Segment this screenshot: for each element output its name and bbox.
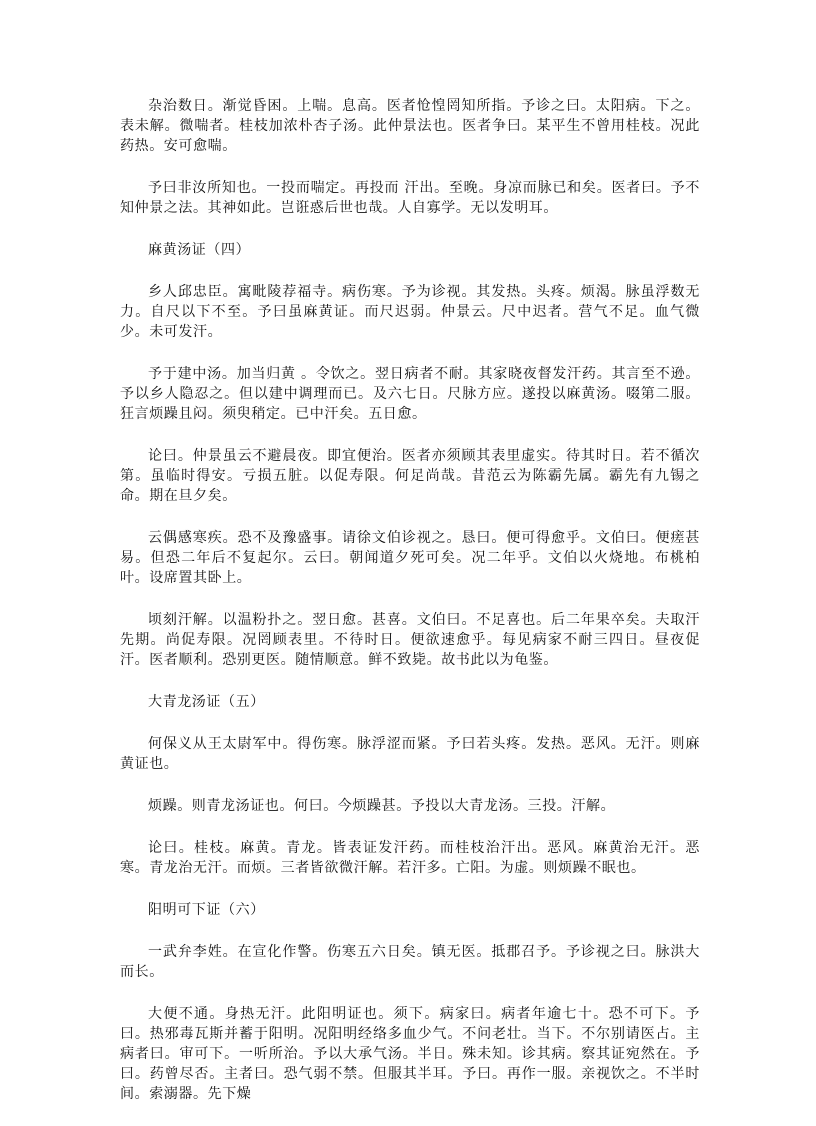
paragraph: 予于建中汤。加当归黄 。令饮之。翌日病者不耐。其家晓夜督发汗药。其言至不逊。予以乡人隐忍之。但以建中调理而已。及六七日。尺脉方应。遂投以麻黄汤。啜第二服。狂言烦躁且闷。须臾稍定。已中汗矣。五日愈。 — [120, 366, 700, 422]
paragraph: 乡人邱忠臣。寓毗陵荐福寺。病伤寒。予为诊视。其发热。头疼。烦渴。脉虽浮数无力。自尺以下不至。予曰虽麻黄证。而尺迟弱。仲景云。尺中迟者。营气不足。血气微少。未可发汗。 — [120, 284, 700, 340]
section-heading: 阳明可下证（六） — [148, 902, 265, 918]
paragraph: 大便不通。身热无汗。此阳明证也。须下。病家曰。病者年逾七十。恐不可下。予曰。热邪毒瓦斯并蓄于阳明。况阳明经络多血少气。不问老壮。当下。不尔别请医占。主病者曰。审可下。一听所治。予以大承气汤。半日。殊未知。诊其病。察其证宛然在。予曰。药曾尽否。主者曰。恐气弱不禁。但服其半耳。予曰。再作一服。亲视饮之。不半时间。索溺器。先下燥 — [120, 1006, 700, 1102]
paragraph: 一武弁李姓。在宣化作警。伤寒五六日矣。镇无医。抵郡召予。予诊视之曰。脉洪大而长。 — [120, 944, 700, 980]
paragraph: 云偶感寒疾。恐不及豫盛事。请徐文伯诊视之。恳曰。便可得愈乎。文伯曰。便瘥甚易。但恐二年后不复起尔。云曰。朝闻道夕死可矣。况二年乎。文伯以火烧地。布桃柏叶。设席置其卧上。 — [120, 530, 700, 586]
paragraph: 顷刻汗解。以温粉扑之。翌日愈。甚喜。文伯曰。不足喜也。后二年果卒矣。夫取汗先期。尚促寿限。况罔顾表里。不待时日。便欲速愈乎。每见病家不耐三四日。昼夜促汗。医者顺利。恐别更医。随情顺意。鲜不致毙。故书此以为龟鉴。 — [120, 612, 700, 668]
paragraph: 予曰非汝所知也。一投而喘定。再投而 汗出。至晚。身凉而脉已和矣。医者曰。予不知仲景之法。其神如此。岂诳惑后世也哉。人自寡学。无以发明耳。 — [120, 180, 700, 216]
paragraph: 杂治数日。渐觉昏困。上喘。息高。医者怆惶罔知所指。予诊之曰。太阳病。下之。表未解。微喘者。桂枝加浓朴杏子汤。此仲景法也。医者争曰。某平生不曾用桂枝。况此药热。安可愈喘。 — [120, 98, 700, 154]
paragraph: 论曰。仲景虽云不避晨夜。即宜便治。医者亦须顾其表里虚实。待其时日。若不循次第。虽临时得安。亏损五脏。以促寿限。何足尚哉。昔范云为陈霸先属。霸先有九锡之命。期在旦夕矣。 — [120, 448, 700, 504]
paragraph: 论曰。桂枝。麻黄。青龙。皆表证发汗药。而桂枝治汗出。恶风。麻黄治无汗。恶寒。青龙治无汗。而烦。三者皆欲微汗解。若汗多。亡阳。为虚。则烦躁不眠也。 — [120, 840, 700, 876]
document-page — [120, 96, 700, 1126]
section-heading: 麻黄汤证（四） — [148, 242, 251, 258]
section-heading: 大青龙汤证（五） — [148, 694, 265, 710]
paragraph: 何保义从王太尉军中。得伤寒。脉浮涩而紧。予曰若头疼。发热。恶风。无汗。则麻黄证也。 — [120, 736, 700, 772]
paragraph: 烦躁。则青龙汤证也。何曰。今烦躁甚。予投以大青龙汤。三投。汗解。 — [148, 798, 616, 814]
